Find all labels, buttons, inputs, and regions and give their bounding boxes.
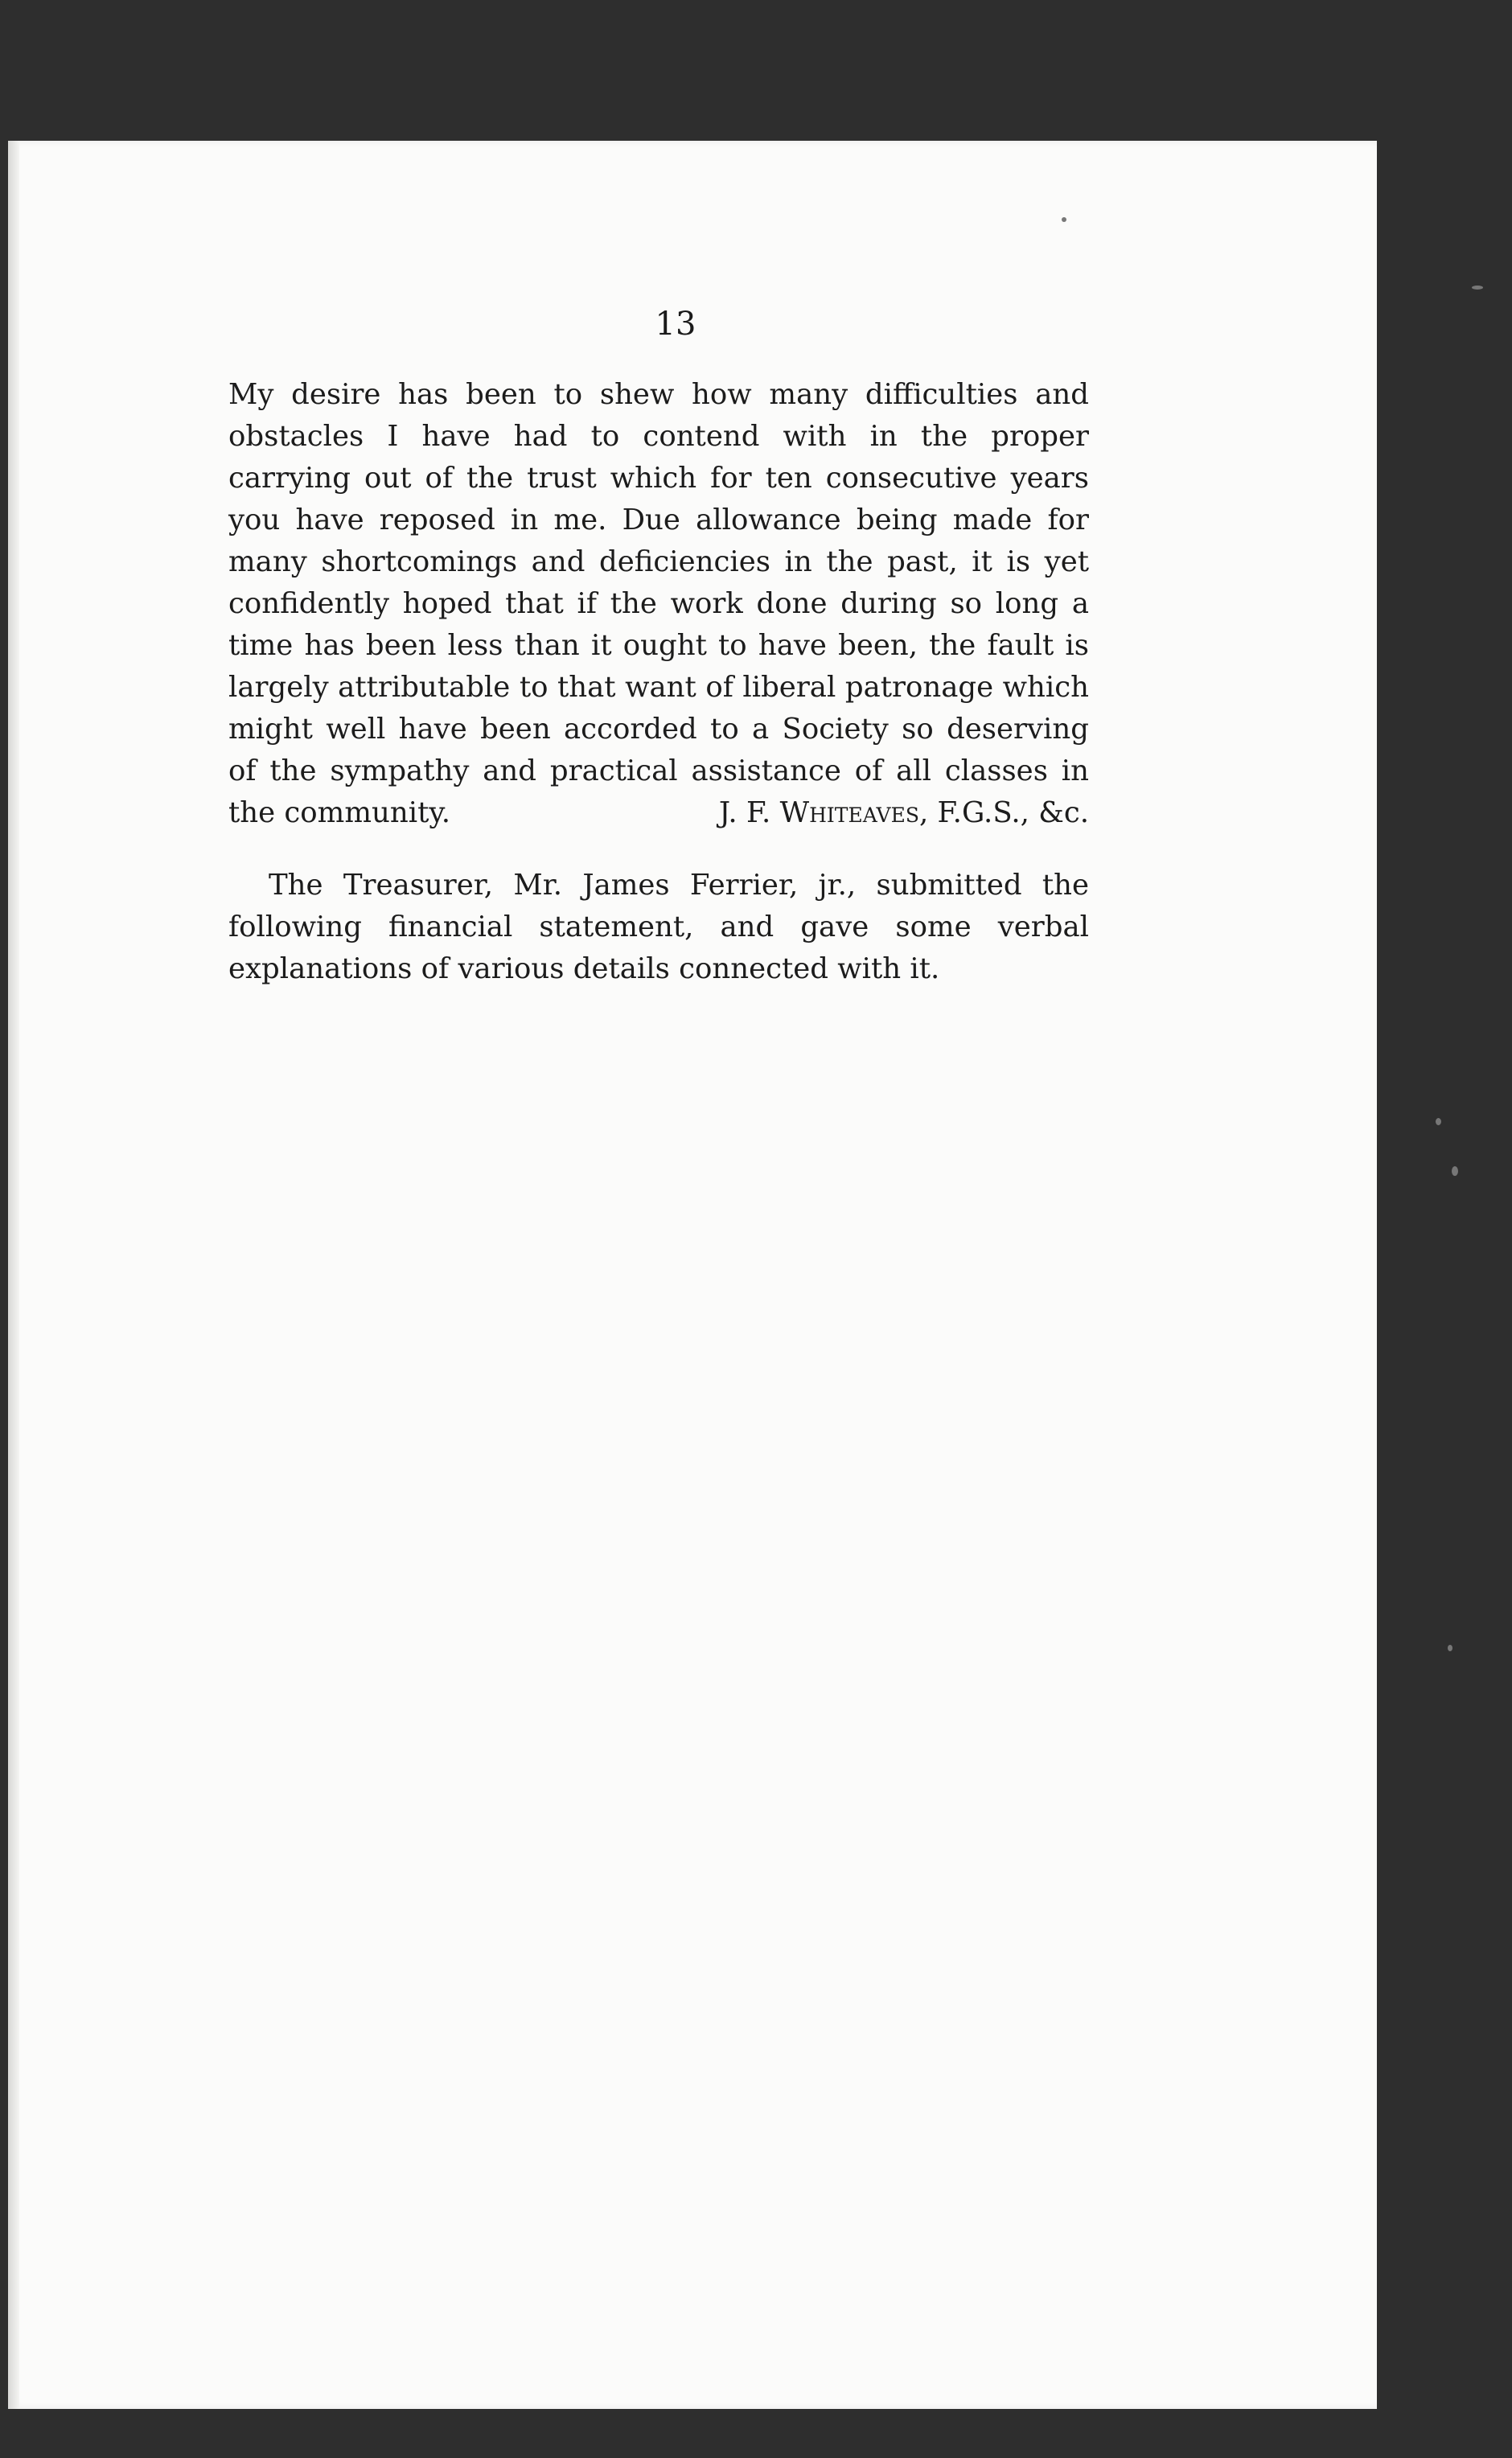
page-number: 13 [655,306,696,343]
dust-speck [1448,1645,1452,1651]
document-page [8,141,1377,2409]
page-binding-edge [8,141,19,2409]
dust-speck [1062,217,1066,222]
dust-speck [1472,286,1483,290]
signature-surname: Whiteaves [779,796,919,829]
paragraph-treasurer: The Treasurer, Mr. James Ferrier, jr., submitted the following financial statement, and gave some verbal explanations of various details connected with it. [228,869,1089,985]
paragraph-report-closing: My desire has been to shew how many difficulties and obstacles I have had to contend with in the proper carrying out of the trust which for ten consecutive years you have reposed in me. Due allowance being made for many shortcomings and deficiencies in the past, it is yet confidently hoped that if the work done during so long a time has been less than it ought to have been, the fault is largely attributable to that want of liberal patronage which might well have been accorded to a Society so deserving of the sympathy and practical assistance of all classes in the community. [228,378,1089,829]
signature-credentials: , F.G.S., &c. [918,796,1089,829]
dust-speck [1436,1118,1441,1125]
signature [228,792,1089,834]
dust-speck [1452,1166,1458,1176]
signature-initials: J. F. [718,796,771,829]
